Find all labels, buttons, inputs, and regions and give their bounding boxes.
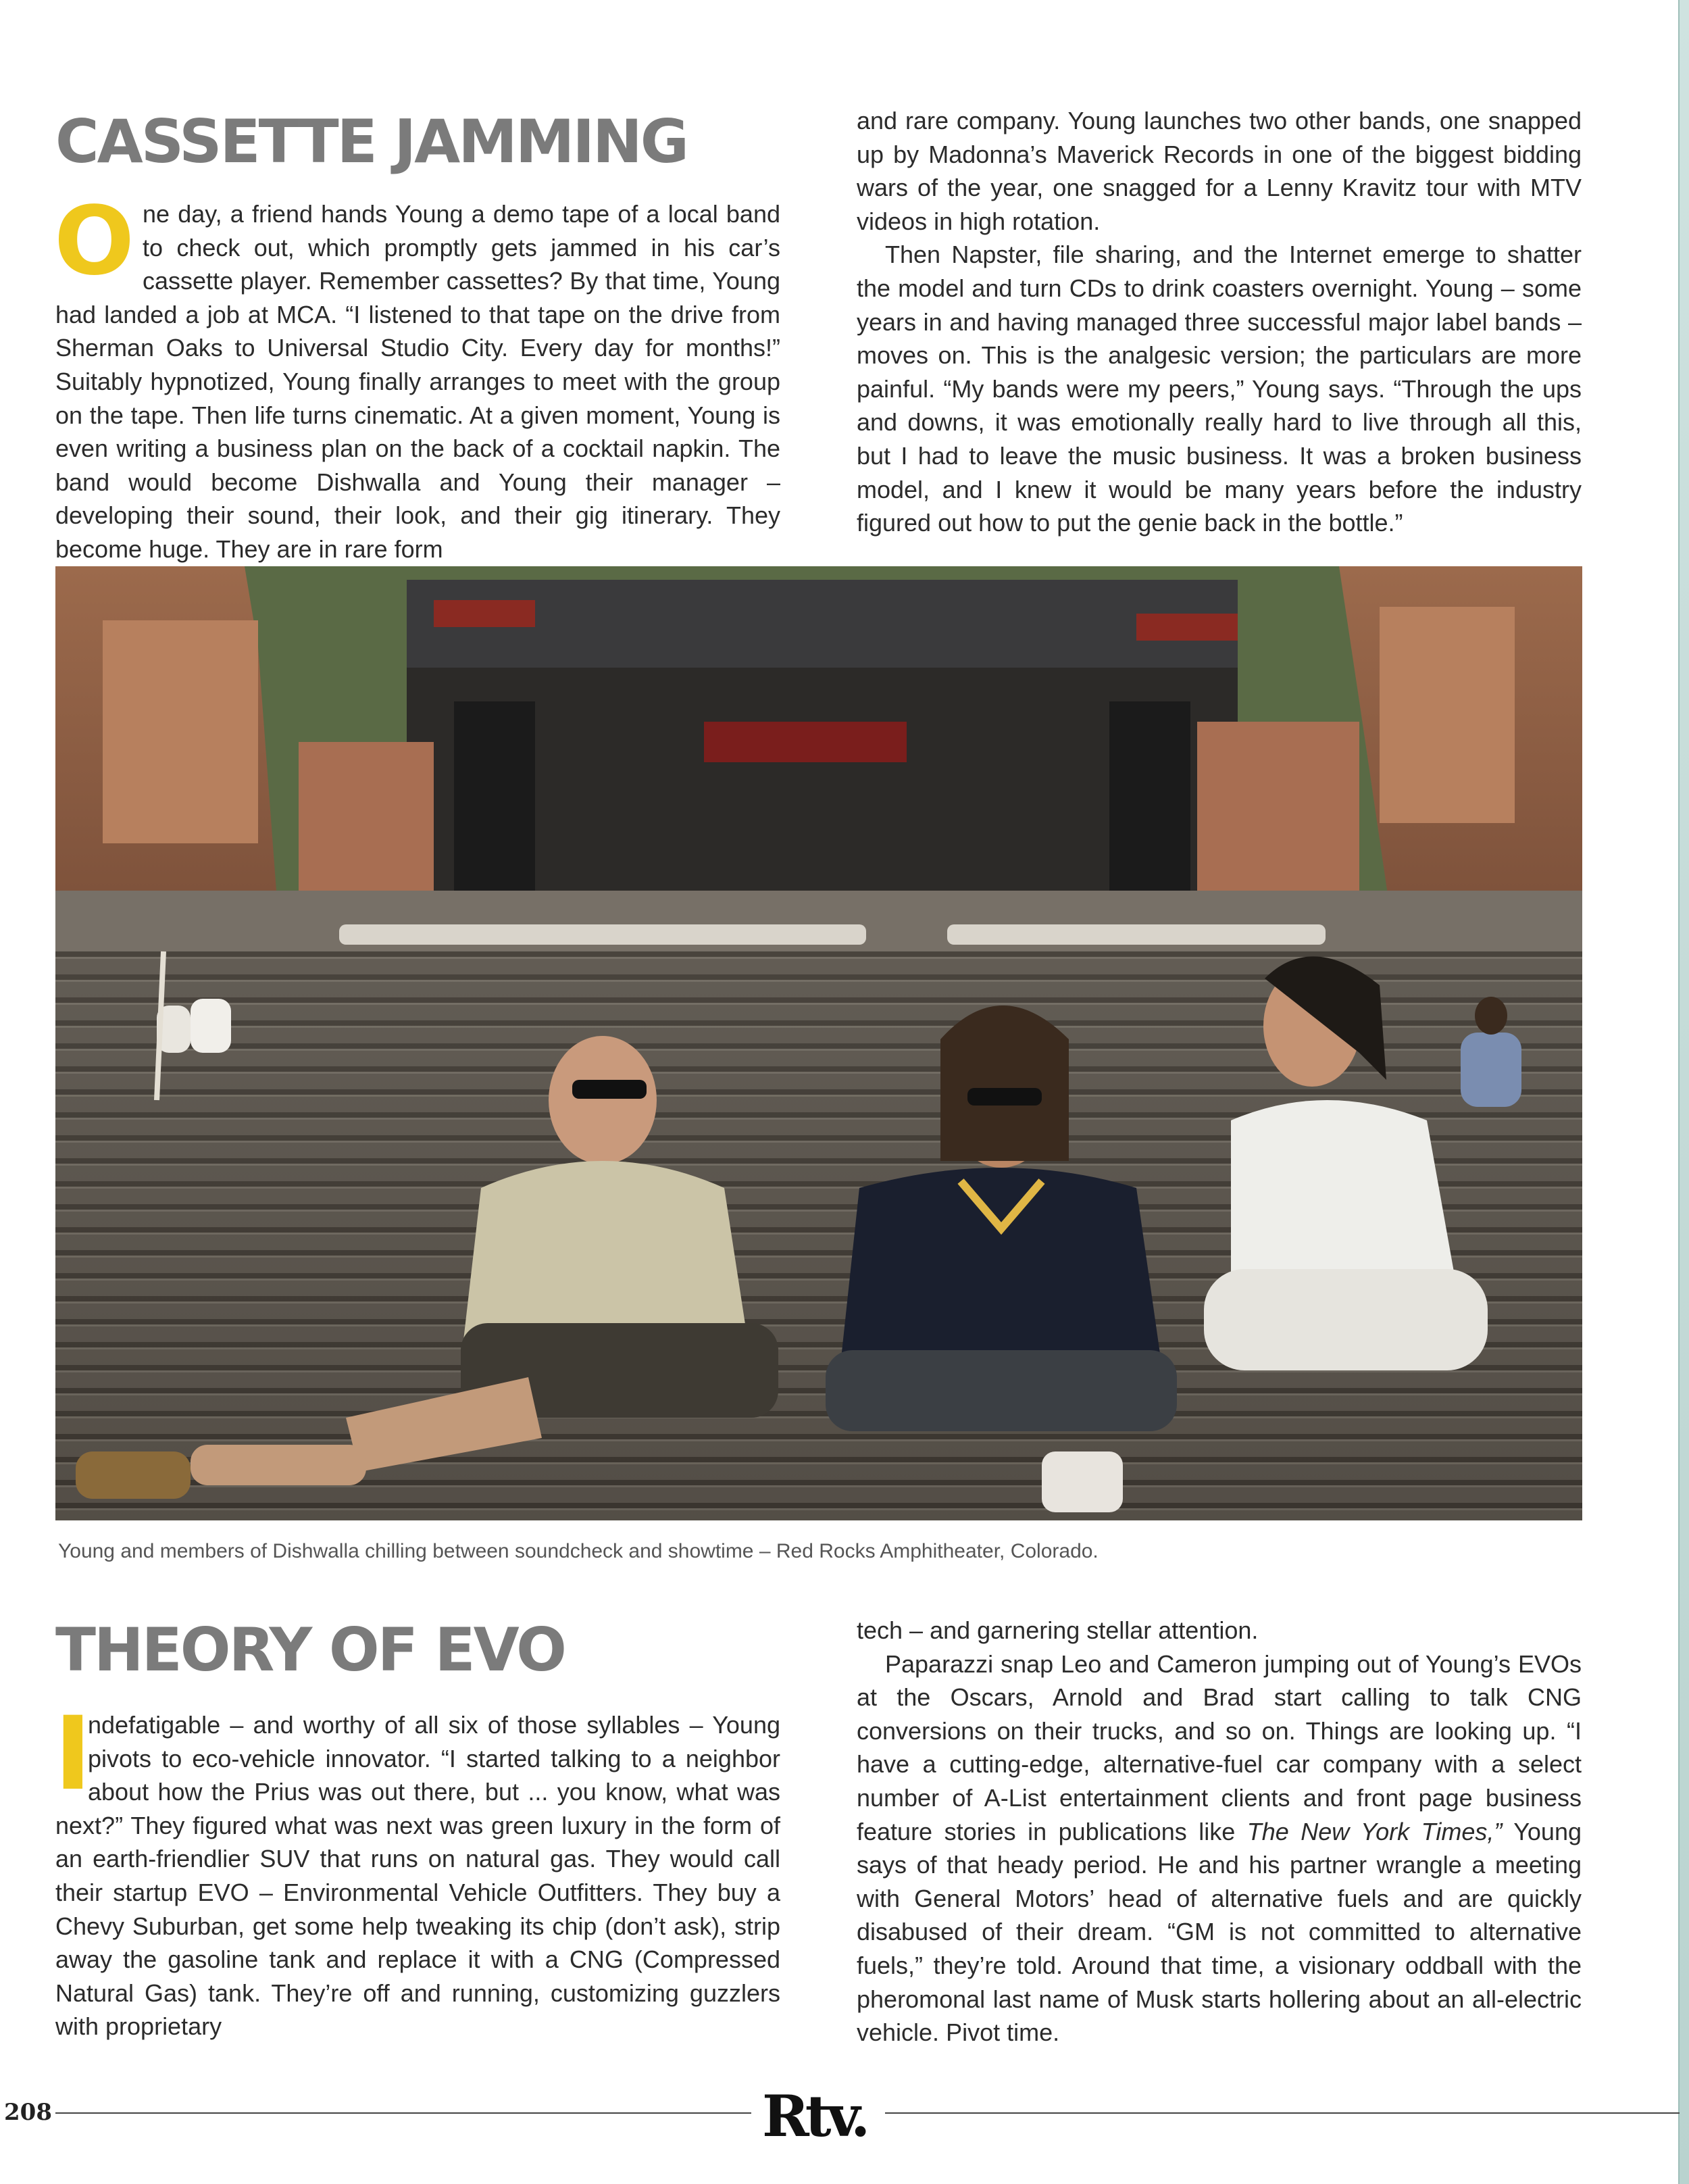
section2-right-paragraph-2: [857, 1647, 1582, 2050]
footer-rule-left: [55, 2112, 751, 2114]
section1-left-paragraph: [54, 187, 780, 566]
section-heading-cassette-jamming: CASSETTE JAMMING: [55, 107, 688, 176]
section2-right-paragraph-1: tech – and garnering stellar attention.: [857, 1616, 1259, 1644]
section1-right-paragraph-2: Then Napster, file sharing, and the Internet emerge to shatter the model and turn CDs to drink coasters overnight. Young – some years in and having managed three successful major label bands – moves on. This is the analgesic version; the particulars are more painful. “My bands were my peers,” Young says. “Through the ups and downs, it was emotionally really hard to live through all this, but I had to leave the music business. It was a broken business model, and I knew it would be many years before the industry figured out how to put the genie back in the bottle.”: [857, 241, 1582, 537]
concert-photo: [55, 566, 1582, 1520]
red-rocks-photo-illustration: [55, 566, 1582, 1520]
section2-right-column: [857, 1614, 1582, 2050]
section2-right-text-b: Young says of that heady period. He and his partner wrangle a meeting with General Motors’ head of alternative fuels and are quickly disabused of their dream. “GM is not committed to alternative fuels,” they’re told. Around that time, a visionary oddball with the pheromonal last name of Musk starts hollering about an all-electric vehicle. Pivot time.: [857, 1817, 1582, 2047]
section1-right-paragraph-1: and rare company. Young launches two other bands, one snapped up by Madonna’s Maverick Records in one of the biggest bidding wars of the year, one snagged for a Lenny Kravitz tour with MTV videos in high rotation.: [857, 107, 1582, 235]
section2-right-text-a: Paparazzi snap Leo and Cameron jumping out of Young’s EVOs at the Oscars, Arnold and Brad start calling to talk CNG conversions on their trucks, and so on. Things are looking up. “I have a cutting-edge, alternative-fuel car company with a select number of A-List entertainment clients and front page business feature stories in publications like: [857, 1649, 1582, 1845]
publication-title: The New York Times,”: [1246, 1817, 1503, 1845]
section1-left-column: [54, 107, 780, 566]
drop-cap-i: I: [54, 1695, 92, 1813]
footer-rule-right: [885, 2112, 1680, 2114]
section2-left-column: [54, 1615, 780, 2043]
section1-right-column: [857, 104, 1582, 540]
section1-left-text: ne day, a friend hands Young a demo tape of a local band to check out, which promptly gets jammed in his car’s cassette player. Remember cassettes? By that time, Young had landed a job at MCA. “I listened to that tape on the drive from Sherman Oaks to Universal Studio City. Every day for months!” Suitably hypnotized, Young finally arranges to meet with the group on the tape. Then life turns cinematic. At a given moment, Young is even writing a business plan on the back of a cocktail napkin. The band would become Dishwalla and Young their manager – developing their sound, their look, and their gig itinerary. They become huge. They are in rare form: [55, 200, 780, 563]
magazine-logo: Rtv.: [762, 2083, 867, 2150]
section2-left-text: ndefatigable – and worthy of all six of those syllables – Young pivots to eco-vehicle innovator. “I started talking to a neighbor about how the Prius was out there, but ... you know, what was next?” They figured what was next was green luxury in the form of an earth-friendlier SUV that runs on natural gas. They would call their startup EVO – Environmental Vehicle Outfitters. They buy a Chevy Suburban, get some help tweaking its chip (don’t ask), strip away the gasoline tank and replace it with a CNG (Compressed Natural Gas) tank. They’re off and running, customizing guzzlers with proprietary: [55, 1711, 780, 2041]
drop-cap-o: O: [54, 187, 135, 297]
section-heading-theory-of-evo: THEORY OF EVO: [55, 1615, 565, 1685]
section2-left-paragraph: [54, 1695, 780, 2043]
photo-caption: Young and members of Dishwalla chilling between soundcheck and showtime – Red Rocks Amphitheater, Colorado.: [58, 1540, 1099, 1562]
page-number: 208: [4, 2099, 52, 2126]
page-edge-strip: [1680, 0, 1689, 2184]
